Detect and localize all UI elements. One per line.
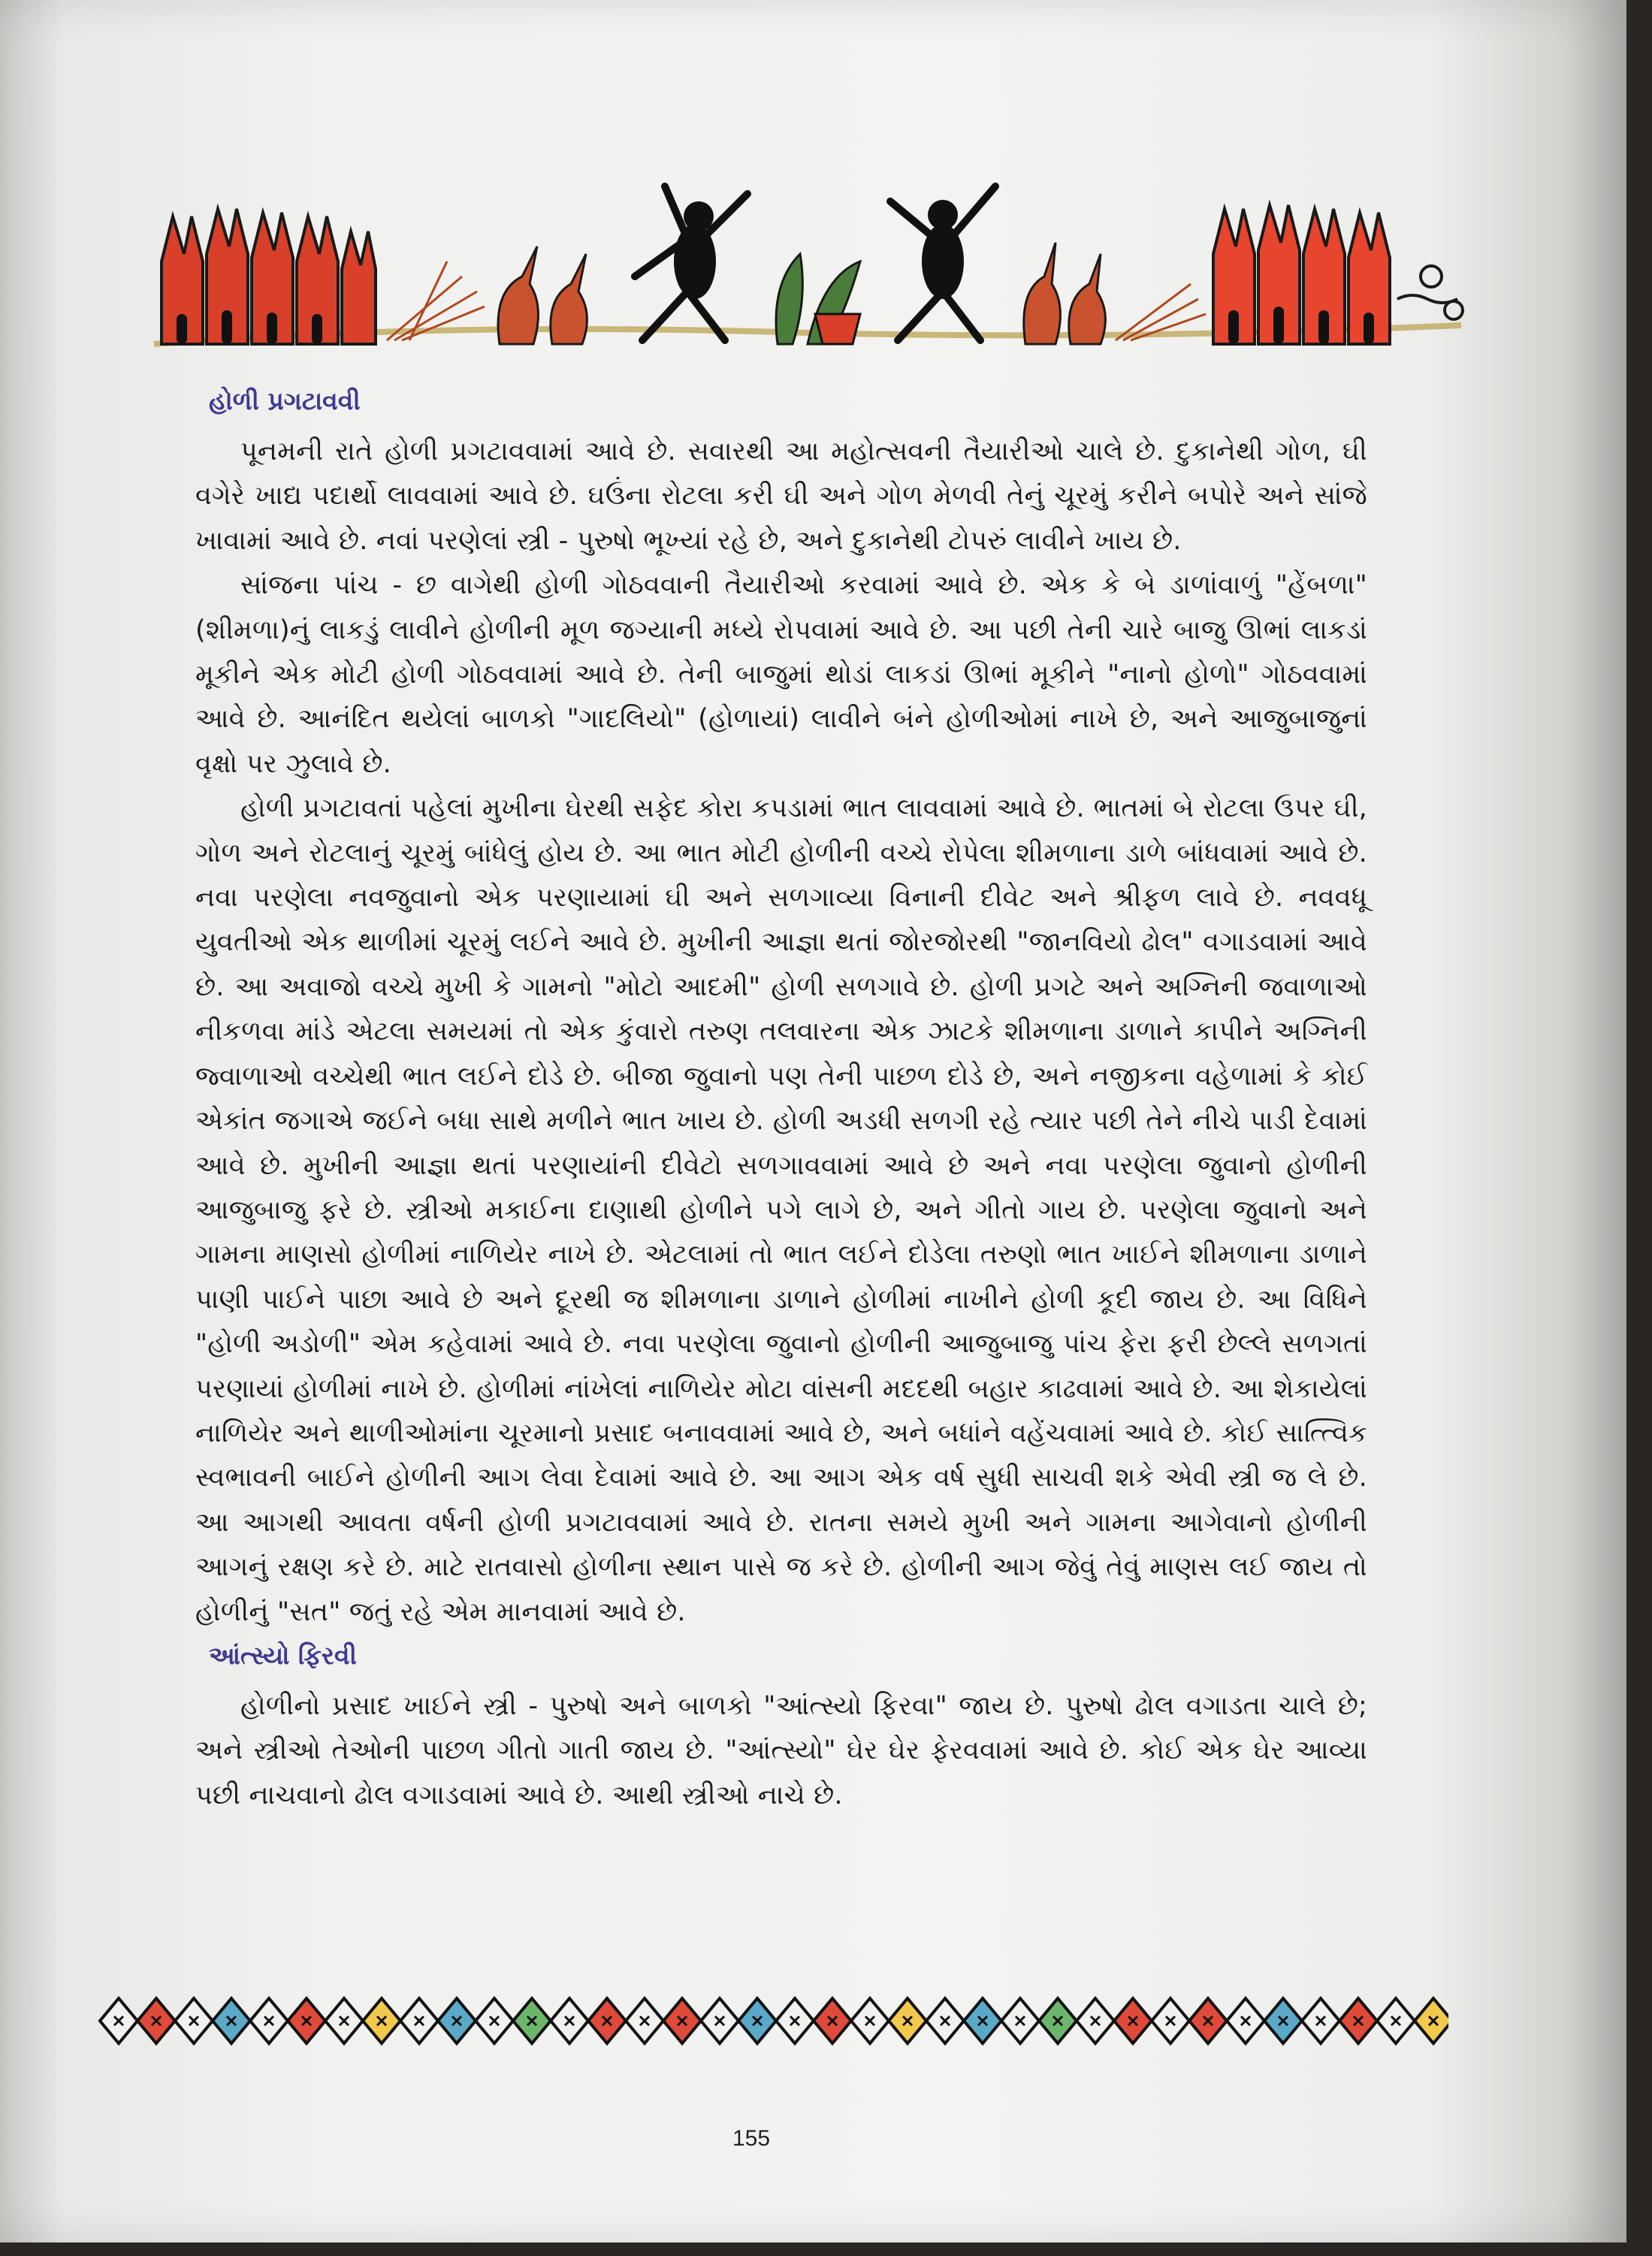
article-body [195,383,1367,1818]
section-heading-holi: હોળી પ્રગટાવવી [209,386,361,415]
paragraph-2: સાંજના પાંચ - છ વાગેથી હોળી ગોઠવવાની તૈયારીઓ કરવામાં આવે છે. એક કે બે ડાળાંવાળું "હેંબળા" (શીમળા)નું લાકડું લાવીને હોળીની મૂળ જગ્યાની મધ્યે રોપવામાં આવે છે. આ પછી તેની ચારે બાજુ ઊભાં લાકડાં મૂકીને એક મોટી હોળી ગોઠવવામાં આવે છે. તેની બાજુમાં થોડાં લાકડાં ઊભાં મૂકીને "નાનો હોળો" ગોઠવવામાં આવે છે. આનંદિત થયેલાં બાળકો "ગાદલિયો" (હોળાયાં) લાવીને બંને હોળીઓમાં નાખે છે, અને આજુબાજુનાં વૃક્ષો પર ઝુલાવે છે. [195,570,1367,779]
section-heading-antsyo: આંત્સ્યો ફિરવી [209,1640,357,1670]
paragraph-1: પૂનમની રાતે હોળી પ્રગટાવવામાં આવે છે. સવારથી આ મહોત્સવની તૈયારીઓ ચાલે છે. દુકાનેથી ગોળ, ઘી વગેરે ખાદ્ય પદાર્થો લાવવામાં આવે છે. ઘઉંના રોટલા કરી ઘી અને ગોળ મેળવી તેનું ચૂરમું કરીને બપોરે અને સાંજે ખાવામાં આવે છે. નવાં પરણેલાં સ્ત્રી - પુરુષો ભૂખ્યાં રહે છે, અને દુકાનેથી ટોપરું લાવીને ખાય છે. [195,436,1367,556]
paragraph-4: હોળીનો પ્રસાદ ખાઈને સ્ત્રી - પુરુષો અને બાળકો "આંત્સ્યો ફિરવા" જાય છે. પુરુષો ઢોલ વગાડતા ચાલે છે; અને સ્ત્રીઓ તેઓની પાછળ ગીતો ગાતી જાય છે. "આંત્સ્યો" ઘેર ઘેર ફેરવવામાં આવે છે. કોઈ એક ઘેર આવ્યા પછી નાચવાનો ઢોલ વગાડવામાં આવે છે. આથી સ્ત્રીઓ નાચે છે. [195,1690,1367,1811]
paragraph-3: હોળી પ્રગટાવતાં પહેલાં મુખીના ઘેરથી સફેદ કોરા કપડામાં ભાત લાવવામાં આવે છે. ભાતમાં બે રોટલા ઉપર ઘી, ગોળ અને રોટલાનું ચૂરમું બાંધેલું હોય છે. આ ભાત મોટી હોળીની વચ્ચે રોપેલા શીમળાના ડાળે બાંધવામાં આવે છે. નવા પરણેલા નવજુવાનો એક પરણાયામાં ઘી અને સળગાવ્યા વિનાની દીવેટ અને શ્રીફળ લાવે છે. નવવધૂ યુવતીઓ એક થાળીમાં ચૂરમું લઈને આવે છે. મુખીની આજ્ઞા થતાં જોરજોરથી "જાનવિયો ઢોલ" વગાડવામાં આવે છે. આ અવાજો વચ્ચે મુખી કે ગામનો "મોટો આદમી" હોળી સળગાવે છે. હોળી પ્રગટે અને અગ્નિની જવાળાઓ નીકળવા માંડે એટલા સમયમાં તો એક કુંવારો તરુણ તલવારના એક ઝાટકે શીમળાના ડાળાને કાપીને અગ્નિની જ્વાળાઓ વચ્ચેથી ભાત લઈને દોડે છે. બીજા જુવાનો પણ તેની પાછળ દોડે છે, અને નજીકના વહેળામાં કે કોઈ એકાંત જગાએ જઈને બધા સાથે મળીને ભાત ખાય છે. હોળી અડધી સળગી રહે ત્યાર પછી તેને નીચે પાડી દેવામાં આવે છે. મુખીની આજ્ઞા થતાં પરણાયાંની દીવેટો સળગાવવામાં આવે છે અને નવા પરણેલા જુવાનો હોળીની આજુબાજુ ફરે છે. સ્ત્રીઓ મકાઈના દાણાથી હોળીને પગે લાગે છે, અને ગીતો ગાય છે. પરણેલા જુવાનો અને ગામના માણસો હોળીમાં નાળિયેર નાખે છે. એટલામાં તો ભાત લઈને દોડેલા તરુણો ભાત ખાઈને શીમળાના ડાળાને પાણી પાઈને પાછા આવે છે અને દૂરથી જ શીમળાના ડાળાને હોળીમાં નાખીને હોળી કૂદી જાય છે. આ વિધિને "હોળી અડોળી" એમ કહેવામાં આવે છે. નવા પરણેલા જુવાનો હોળીની આજુબાજુ પાંચ ફેરા ફરી છેલ્લે સળગતાં પરણાયાં હોળીમાં નાખે છે. હોળીમાં નાંખેલાં નાળિયેર મોટા વાંસની મદદથી બહાર કાઢવામાં આવે છે. આ શેકાયેલાં નાળિયેર અને થાળીઓમાંના ચૂરમાનો પ્રસાદ બનાવવામાં આવે છે, અને બધાંને વહેંચવામાં આવે છે. કોઈ સાત્ત્વિક સ્વભાવની બાઈને હોળીની આગ લેવા દેવામાં આવે છે. આ આગ એક વર્ષ સુધી સાચવી શકે એવી સ્ત્રી જ લે છે. આ આગથી આવતા વર્ષની હોળી પ્રગટાવવામાં આવે છે. રાતના સમયે મુખી અને ગામના આગેવાનો હોળીની આગનું રક્ષણ કરે છે. માટે રાતવાસો હોળીના સ્થાન પાસે જ કરે છે. હોળીની આગ જેવું તેવું માણસ લઈ જાય તો હોળીનું "સત" જતું રહે એમ માનવામાં આવે છે. [195,793,1367,1627]
diamond-pattern-border [96,1987,1448,2055]
tribal-holi-dance-illustration [146,171,1469,359]
page-number: 155 [732,2126,771,2151]
